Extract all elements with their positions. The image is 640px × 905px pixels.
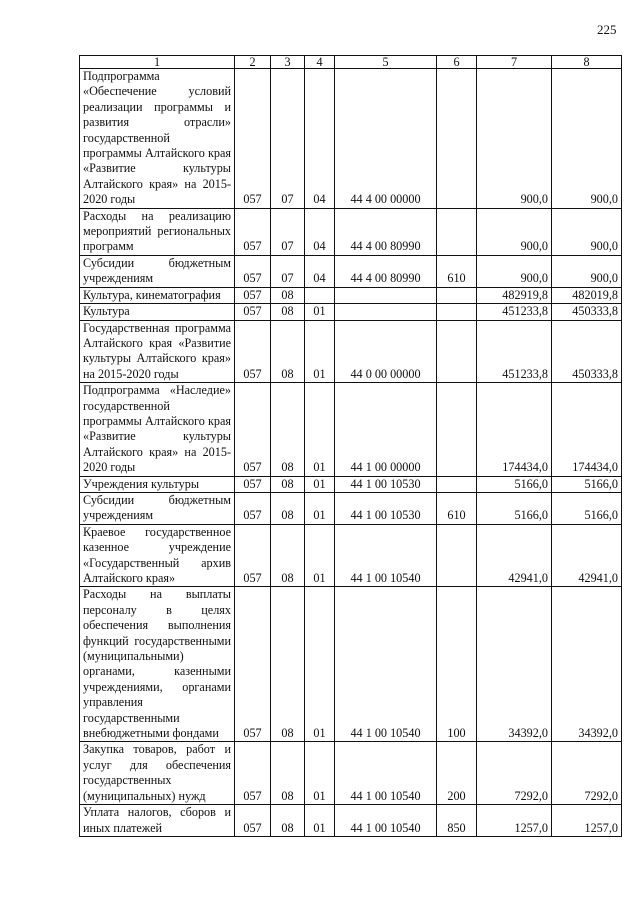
row-admin-code: 057 (235, 320, 271, 383)
row-amount-year2: 42941,0 (552, 524, 622, 587)
page-number: 225 (597, 22, 617, 37)
row-expense-type (437, 287, 477, 303)
row-subsection: 01 (305, 587, 335, 742)
table-row (80, 208, 622, 255)
row-section: 08 (271, 587, 305, 742)
table-row (80, 304, 622, 320)
row-section: 07 (271, 69, 305, 209)
row-subsection (305, 287, 335, 303)
row-expense-type (437, 524, 477, 587)
row-expense-type: 610 (437, 255, 477, 287)
row-description: Расходы на реализацию мероприятий региональных программ (80, 208, 235, 255)
row-description: Уплата налогов, сборов и иных платежей (80, 805, 235, 837)
row-expense-type: 100 (437, 587, 477, 742)
row-admin-code: 057 (235, 492, 271, 524)
row-target-article: 44 0 00 00000 (335, 320, 437, 383)
row-section: 08 (271, 304, 305, 320)
row-subsection: 01 (305, 805, 335, 837)
header-row (80, 56, 622, 69)
row-subsection: 01 (305, 742, 335, 805)
row-description: Краевое государственное казенное учреждение «Государственный архив Алтайского края» (80, 524, 235, 587)
row-description: Культура (80, 304, 235, 320)
row-admin-code: 057 (235, 287, 271, 303)
row-admin-code: 057 (235, 587, 271, 742)
row-expense-type: 200 (437, 742, 477, 805)
row-amount-year1: 174434,0 (477, 383, 552, 476)
row-amount-year1: 900,0 (477, 255, 552, 287)
budget-table (79, 55, 622, 837)
header-cell: 5 (335, 56, 437, 69)
row-admin-code: 057 (235, 69, 271, 209)
header-cell: 1 (80, 56, 235, 69)
row-amount-year2: 5166,0 (552, 492, 622, 524)
row-section: 07 (271, 255, 305, 287)
row-expense-type (437, 69, 477, 209)
row-subsection: 01 (305, 492, 335, 524)
row-description: Культура, кинематография (80, 287, 235, 303)
row-expense-type (437, 304, 477, 320)
row-amount-year1: 451233,8 (477, 304, 552, 320)
row-amount-year1: 42941,0 (477, 524, 552, 587)
row-target-article: 44 1 00 10540 (335, 587, 437, 742)
row-subsection: 01 (305, 524, 335, 587)
row-expense-type (437, 383, 477, 476)
row-target-article: 44 1 00 10530 (335, 476, 437, 492)
row-amount-year1: 451233,8 (477, 320, 552, 383)
row-amount-year1: 5166,0 (477, 476, 552, 492)
row-amount-year2: 5166,0 (552, 476, 622, 492)
row-admin-code: 057 (235, 208, 271, 255)
row-amount-year1: 482919,8 (477, 287, 552, 303)
row-section: 08 (271, 320, 305, 383)
row-amount-year2: 34392,0 (552, 587, 622, 742)
row-amount-year2: 7292,0 (552, 742, 622, 805)
row-amount-year1: 900,0 (477, 208, 552, 255)
row-subsection: 04 (305, 69, 335, 209)
row-expense-type: 850 (437, 805, 477, 837)
row-section: 07 (271, 208, 305, 255)
row-subsection: 04 (305, 208, 335, 255)
table-row (80, 492, 622, 524)
table-row (80, 524, 622, 587)
header-cell: 7 (477, 56, 552, 69)
table-row (80, 383, 622, 476)
row-target-article: 44 1 00 00000 (335, 383, 437, 476)
row-admin-code: 057 (235, 524, 271, 587)
row-amount-year1: 34392,0 (477, 587, 552, 742)
row-section: 08 (271, 476, 305, 492)
row-amount-year2: 900,0 (552, 255, 622, 287)
row-amount-year2: 900,0 (552, 69, 622, 209)
header-cell: 6 (437, 56, 477, 69)
row-description: Учреждения культуры (80, 476, 235, 492)
table-row (80, 805, 622, 837)
table-row (80, 476, 622, 492)
row-amount-year2: 900,0 (552, 208, 622, 255)
row-amount-year2: 482019,8 (552, 287, 622, 303)
row-description: Расходы на выплаты персоналу в целях обеспечения выполнения функций государственными (муниципальными) органами, казенными учреждениями, органами управления государственными внебюджетными фондами (80, 587, 235, 742)
table-row (80, 287, 622, 303)
row-description: Субсидии бюджетным учреждениям (80, 492, 235, 524)
row-target-article (335, 287, 437, 303)
header-cell: 2 (235, 56, 271, 69)
row-section: 08 (271, 383, 305, 476)
row-expense-type (437, 208, 477, 255)
row-description: Подпрограмма «Обеспечение условий реализации программы и развития отрасли» государственной программы Алтайского края «Развитие культуры Алтайского края» на 2015-2020 годы (80, 69, 235, 209)
row-admin-code: 057 (235, 383, 271, 476)
row-target-article (335, 304, 437, 320)
row-target-article: 44 4 00 80990 (335, 255, 437, 287)
row-target-article: 44 1 00 10530 (335, 492, 437, 524)
row-section: 08 (271, 287, 305, 303)
row-amount-year2: 450333,8 (552, 320, 622, 383)
row-expense-type (437, 476, 477, 492)
row-amount-year1: 1257,0 (477, 805, 552, 837)
row-admin-code: 057 (235, 304, 271, 320)
header-cell: 4 (305, 56, 335, 69)
row-section: 08 (271, 524, 305, 587)
row-amount-year2: 1257,0 (552, 805, 622, 837)
row-target-article: 44 1 00 10540 (335, 524, 437, 587)
table-row (80, 587, 622, 742)
row-amount-year2: 174434,0 (552, 383, 622, 476)
row-section: 08 (271, 742, 305, 805)
row-subsection: 01 (305, 383, 335, 476)
row-amount-year2: 450333,8 (552, 304, 622, 320)
table-row (80, 320, 622, 383)
row-description: Подпрограмма «Наследие» государственной программы Алтайского края «Развитие культуры Алтайского края» на 2015-2020 годы (80, 383, 235, 476)
row-subsection: 01 (305, 320, 335, 383)
row-expense-type (437, 320, 477, 383)
row-description: Государственная программа Алтайского края «Развитие культуры Алтайского края» на 2015-2020 годы (80, 320, 235, 383)
row-subsection: 04 (305, 255, 335, 287)
row-subsection: 01 (305, 476, 335, 492)
row-amount-year1: 900,0 (477, 69, 552, 209)
row-admin-code: 057 (235, 476, 271, 492)
table-row (80, 742, 622, 805)
row-expense-type: 610 (437, 492, 477, 524)
row-admin-code: 057 (235, 742, 271, 805)
table-row (80, 69, 622, 209)
row-amount-year1: 7292,0 (477, 742, 552, 805)
header-cell: 3 (271, 56, 305, 69)
header-cell: 8 (552, 56, 622, 69)
row-description: Закупка товаров, работ и услуг для обеспечения государственных (муниципальных) нужд (80, 742, 235, 805)
row-admin-code: 057 (235, 805, 271, 837)
row-target-article: 44 1 00 10540 (335, 805, 437, 837)
row-target-article: 44 4 00 00000 (335, 69, 437, 209)
row-amount-year1: 5166,0 (477, 492, 552, 524)
row-section: 08 (271, 492, 305, 524)
table-row (80, 255, 622, 287)
row-section: 08 (271, 805, 305, 837)
row-description: Субсидии бюджетным учреждениям (80, 255, 235, 287)
row-target-article: 44 1 00 10540 (335, 742, 437, 805)
row-target-article: 44 4 00 80990 (335, 208, 437, 255)
row-subsection: 01 (305, 304, 335, 320)
row-admin-code: 057 (235, 255, 271, 287)
